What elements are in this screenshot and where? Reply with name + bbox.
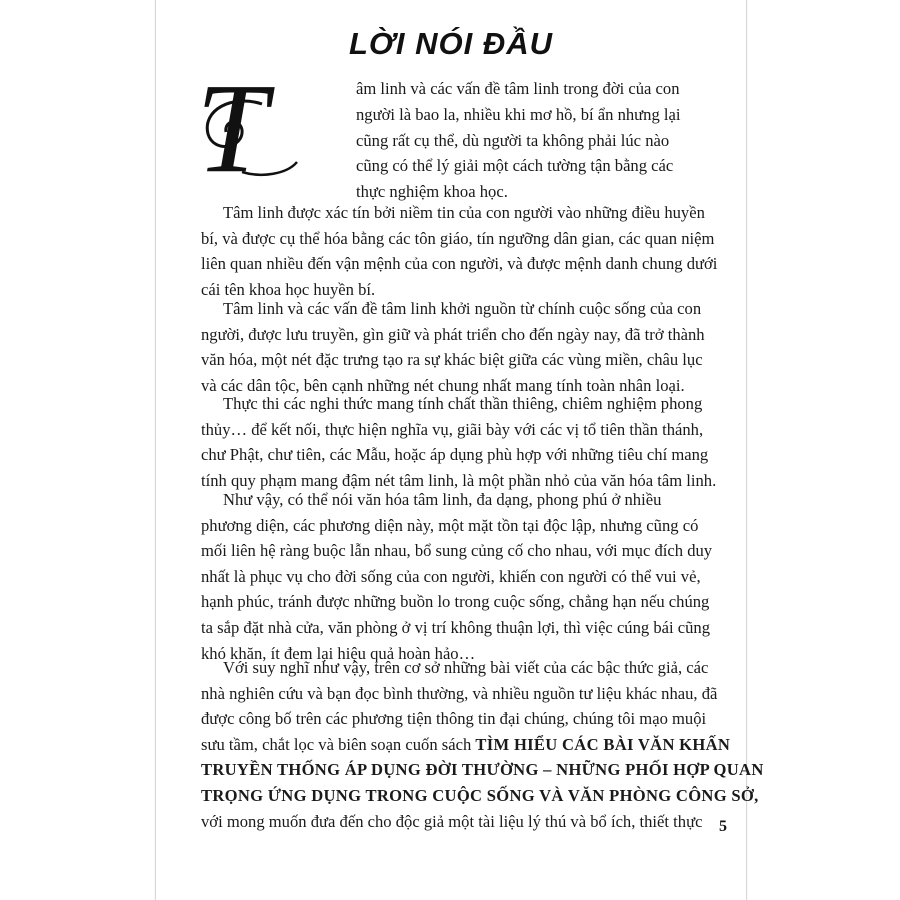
text-line: khó khăn, ít đem lại hiệu quả hoàn hảo… [201, 643, 476, 663]
text-line: Tâm linh được xác tín bởi niềm tin của con người vào những điều huyền [223, 203, 705, 222]
text-line: hạnh phúc, tránh được những buồn lo trong cuộc sống, chẳng hạn nếu chúng [201, 592, 710, 612]
intro-line: cũng có thể lý giải một cách tường tận bằng các [356, 156, 674, 176]
text-line: và các dân tộc, bên cạnh những nét chung nhất mang tính toàn nhân loại. [201, 375, 685, 395]
text-line: thủy… để kết nối, thực hiện nghĩa vụ, giãi bày với các vị tổ tiên thần thánh, [201, 419, 704, 439]
text-line: Như vậy, có thể nói văn hóa tâm linh, đa dạng, phong phú ở nhiều [223, 490, 662, 509]
paragraph-1 [201, 200, 731, 302]
drop-cap-swash [202, 92, 352, 182]
book-title-fragment: TÌM HIỂU CÁC BÀI VĂN KHẤN [475, 734, 731, 754]
intro-line: âm linh và các vấn đề tâm linh trong đời của con [356, 79, 680, 98]
paragraph-5 [201, 655, 764, 834]
text-line: mối liên hệ ràng buộc lẫn nhau, bổ sung củng cố cho nhau, với mục đích duy [201, 541, 713, 561]
book-page [155, 0, 764, 900]
book-title-line: TRUYỀN THỐNG ÁP DỤNG ĐỜI THƯỜNG – NHỮNG PHỐI HỢP QUAN [201, 760, 764, 780]
intro-paragraph [356, 76, 731, 205]
text-line: được công bố trên các phương tiện thông tin đại chúng, chúng tôi mạo muội [201, 709, 707, 729]
text-line: Thực thi các nghi thức mang tính chất thần thiêng, chiêm nghiệm phong [223, 394, 703, 413]
text-line: văn hóa, một nét đặc trưng tạo ra sự khác biệt giữa các vùng miền, châu lục [201, 350, 703, 370]
paragraph-2 [201, 296, 731, 398]
text-line: với mong muốn đưa đến cho độc giả một tài liệu lý thú và bổ ích, thiết thực [201, 811, 703, 831]
text-line: tính quy phạm mang đậm nét tâm linh, là một phần nhỏ của văn hóa tâm linh. [201, 470, 717, 490]
page-title: LỜI NÓI ĐẦU [348, 26, 553, 61]
text-line: bí, và được cụ thể hóa bằng các tôn giáo, tín ngưỡng dân gian, các quan niệm [201, 228, 715, 248]
text-line: Tâm linh và các vấn đề tâm linh khởi nguồn từ chính cuộc sống của con [223, 299, 702, 318]
text-line: ta sắp đặt nhà cửa, văn phòng ở vị trí không thuận lợi, thì việc cúng bái cũng [201, 617, 711, 637]
paragraph-3 [201, 391, 731, 493]
paragraph-4 [201, 487, 731, 666]
page-number: 5 [719, 818, 727, 835]
text-line: nhất là phục vụ cho đời sống của con người, khiến con người có thể vui vẻ, [201, 566, 701, 586]
text-line: phương diện, các phương diện này, một mặt tồn tại độc lập, nhưng cũng có [201, 515, 699, 535]
text-line-mixed [201, 732, 731, 758]
text-line: Với suy nghĩ như vậy, trên cơ sở những bài viết của các bậc thức giả, các [223, 658, 709, 677]
intro-line: cũng rất cụ thể, dù người ta không phải lúc nào [356, 130, 670, 150]
text-line: cái tên khoa học huyền bí. [201, 279, 376, 299]
text-fragment: sưu tầm, chắt lọc và biên soạn cuốn sách [201, 734, 476, 754]
drop-cap: T [196, 57, 268, 199]
text-line: chư Phật, chư tiên, các Mẫu, hoặc áp dụng phù hợp với những tiêu chí mang [201, 445, 709, 465]
intro-line: người là bao la, nhiều khi mơ hồ, bí ẩn nhưng lại [356, 104, 681, 124]
text-line: nhà nghiên cứu và bạn đọc bình thường, và nhiều nguồn tư liệu khác nhau, đã [201, 683, 718, 703]
text-line: người, được lưu truyền, gìn giữ và phát triển cho đến ngày nay, đã trở thành [201, 324, 705, 344]
text-line: liên quan nhiều đến vận mệnh của con người, và được mệnh danh chung dưới [201, 254, 718, 274]
book-title-line: TRỌNG ỨNG DỤNG TRONG CUỘC SỐNG VÀ VĂN PHÒNG CÔNG SỞ, [201, 785, 759, 805]
intro-line: thực nghiệm khoa học. [356, 182, 508, 202]
